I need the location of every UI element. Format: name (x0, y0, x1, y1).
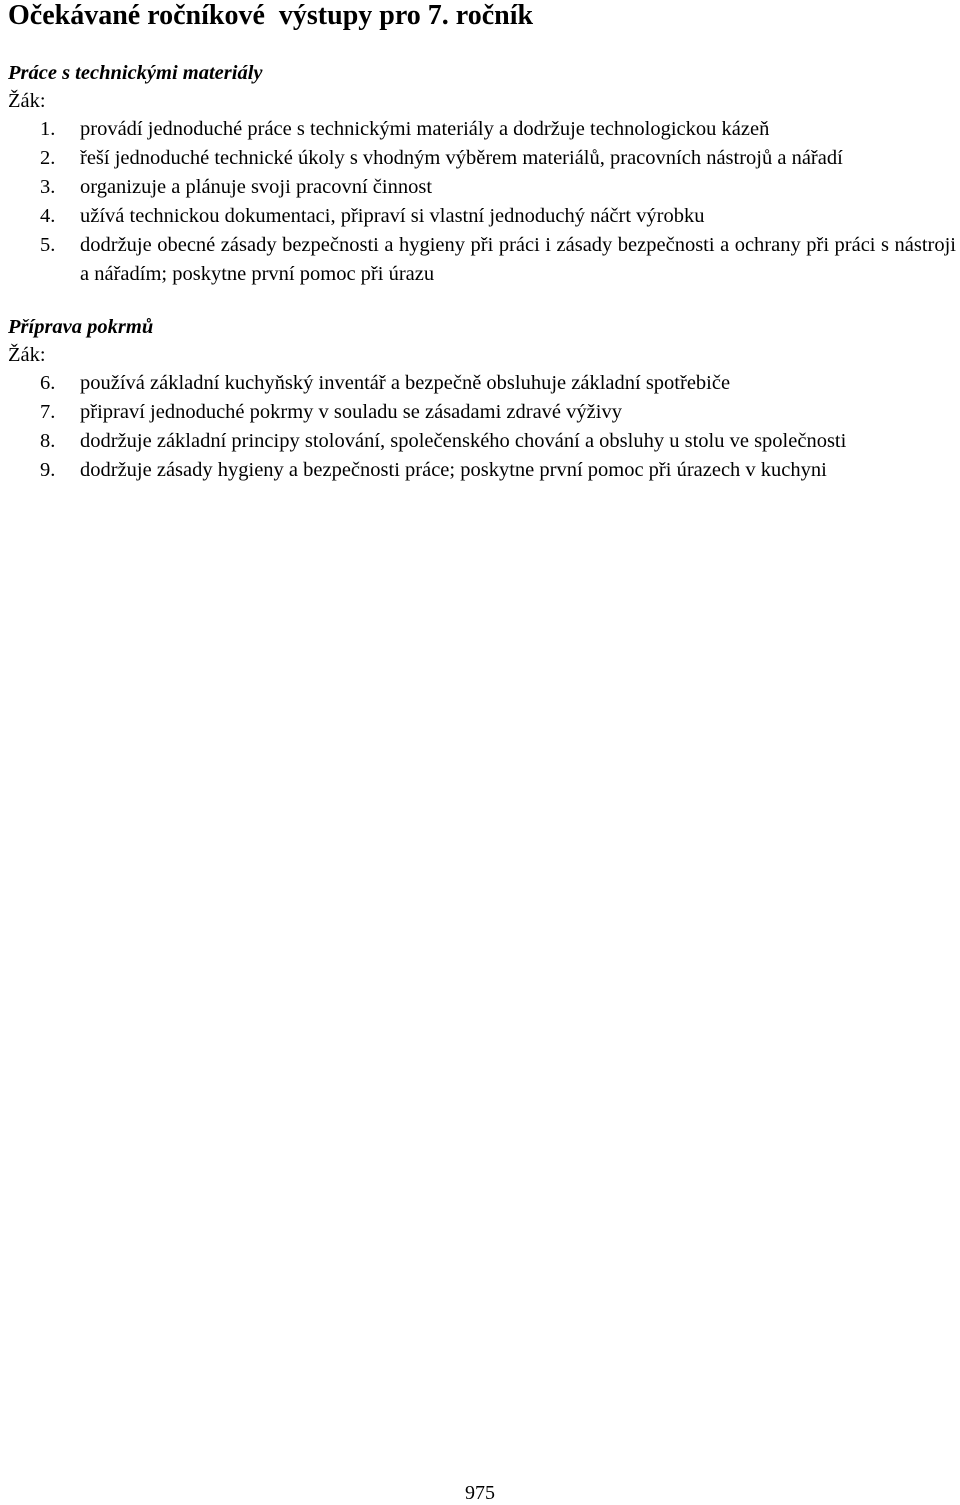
document-page (8, 0, 956, 485)
item-text: užívá technickou dokumentaci, připraví si vlastní jednoduchý náčrt výrobku (80, 205, 705, 227)
item-number: 2. (40, 147, 56, 169)
section-subject: Žák: (8, 90, 46, 112)
section-technical-materials (8, 59, 956, 289)
item-number: 8. (40, 430, 56, 452)
page-title: Očekávané ročníkové výstupy pro 7. ročník (8, 0, 534, 31)
item-number: 6. (40, 372, 56, 394)
item-text: používá základní kuchyňský inventář a bezpečně obsluhuje základní spotřebiče (80, 372, 731, 394)
list-item (8, 173, 956, 202)
item-text: provádí jednoduché práce s technickými materiály a dodržuje technologickou kázeň (80, 118, 770, 140)
list-item (8, 202, 956, 231)
section-food-preparation (8, 313, 956, 485)
item-number: 9. (40, 459, 56, 481)
item-number: 3. (40, 176, 56, 198)
outcomes-list (8, 115, 956, 289)
item-text: dodržuje obecné zásady bezpečnosti a hygieny při práci i zásady bezpečnosti a ochrany při práci s nástroji a nářadím; poskytne první pomoc při úrazu (80, 234, 956, 285)
item-number: 1. (40, 118, 56, 140)
list-item (8, 427, 956, 456)
list-item (8, 398, 956, 427)
list-item (8, 369, 956, 398)
item-text: řeší jednoduché technické úkoly s vhodným výběrem materiálů, pracovních nástrojů a nářadí (80, 147, 843, 169)
list-item (8, 456, 956, 485)
list-item (8, 115, 956, 144)
item-text: organizuje a plánuje svoji pracovní činnost (80, 176, 433, 198)
section-heading: Příprava pokrmů (8, 316, 154, 338)
item-text: dodržuje základní principy stolování, společenského chování a obsluhy u stolu ve společnosti (80, 430, 847, 452)
list-item (8, 231, 956, 289)
section-heading: Práce s technickými materiály (8, 62, 263, 84)
list-item (8, 144, 956, 173)
outcomes-list (8, 369, 956, 485)
item-number: 4. (40, 205, 56, 227)
item-text: dodržuje zásady hygieny a bezpečnosti práce; poskytne první pomoc při úrazech v kuchyni (80, 459, 827, 481)
item-text: připraví jednoduché pokrmy v souladu se zásadami zdravé výživy (80, 401, 622, 423)
item-number: 5. (40, 234, 56, 256)
section-subject: Žák: (8, 344, 46, 366)
item-number: 7. (40, 401, 56, 423)
page-number: 975 (465, 1482, 495, 1504)
